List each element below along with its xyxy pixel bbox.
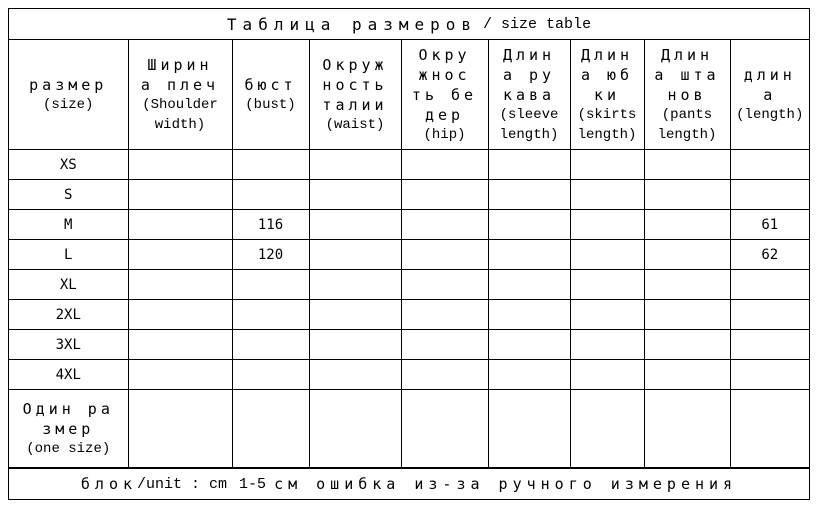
table-cell: 61 — [730, 210, 809, 240]
table-cell — [401, 270, 488, 300]
table-cell — [128, 330, 232, 360]
table-cell — [644, 210, 730, 240]
header-shoulder-ru: Ширин а плеч — [140, 55, 220, 94]
table-cell — [232, 150, 309, 180]
one-size-label-en: (one size) — [26, 440, 111, 457]
table-cell — [128, 390, 232, 468]
footer-range: 1-5 — [239, 475, 267, 493]
table-cell — [232, 390, 309, 468]
header-skirt-ru: Длин а юб ки — [580, 45, 634, 104]
header-waist-en: (waist) — [325, 116, 385, 133]
table-cell — [128, 150, 232, 180]
header-pants-ru: Длин а шта нов — [654, 45, 720, 104]
table-cell — [401, 240, 488, 270]
header-bust-ru: бюст — [244, 75, 297, 94]
table-cell — [401, 360, 488, 390]
header-hip-en: (hip) — [423, 126, 466, 143]
table-row — [9, 210, 809, 240]
header-pants — [644, 40, 730, 150]
table-row — [9, 150, 809, 180]
size-label: 2XL — [9, 300, 128, 330]
table-cell — [644, 360, 730, 390]
header-shoulder — [128, 40, 232, 150]
table-cell — [232, 270, 309, 300]
table-cell — [488, 180, 570, 210]
header-hip-ru: Окру жнос ть бе дер — [411, 45, 478, 124]
table-cell — [730, 360, 809, 390]
table-cell — [309, 390, 401, 468]
table-cell — [644, 270, 730, 300]
table-cell — [128, 360, 232, 390]
header-hip — [401, 40, 488, 150]
table-cell — [570, 150, 644, 180]
footer-ru-left: блок — [80, 475, 138, 493]
table-cell — [730, 180, 809, 210]
table-cell — [570, 300, 644, 330]
table-cell — [570, 210, 644, 240]
title-en: / size table — [483, 15, 592, 33]
table-cell — [232, 360, 309, 390]
table-cell — [570, 360, 644, 390]
table-row — [9, 360, 809, 390]
header-sleeve-en: (sleeve length) — [499, 106, 559, 143]
table-cell — [644, 300, 730, 330]
table-cell: 120 — [232, 240, 309, 270]
table-cell — [570, 390, 644, 468]
table-cell — [232, 330, 309, 360]
table-cell — [128, 240, 232, 270]
table-cell — [309, 150, 401, 180]
table-cell — [488, 300, 570, 330]
title-ru: Таблица размеров — [226, 14, 478, 34]
size-label: L — [9, 240, 128, 270]
one-size-row — [9, 390, 809, 468]
header-sleeve-ru: Длин а ру кава — [502, 45, 556, 104]
table-cell — [570, 180, 644, 210]
table-cell — [730, 150, 809, 180]
table-cell — [488, 390, 570, 468]
header-bust-en: (bust) — [245, 96, 296, 113]
table-cell — [128, 180, 232, 210]
table-row — [9, 270, 809, 300]
table-cell — [488, 210, 570, 240]
header-shoulder-en: (Shoulder width) — [142, 96, 218, 133]
size-label: 3XL — [9, 330, 128, 360]
size-label: 4XL — [9, 360, 128, 390]
table-cell — [570, 240, 644, 270]
table-cell — [401, 150, 488, 180]
table-cell — [488, 270, 570, 300]
table-cell — [730, 330, 809, 360]
table-cell — [488, 150, 570, 180]
header-sleeve — [488, 40, 570, 150]
table-cell — [644, 180, 730, 210]
size-chart — [8, 8, 810, 500]
table-row — [9, 180, 809, 210]
table-cell — [309, 240, 401, 270]
table-cell — [309, 210, 401, 240]
size-table — [9, 40, 809, 468]
size-label: S — [9, 180, 128, 210]
table-cell — [644, 390, 730, 468]
table-cell — [232, 180, 309, 210]
table-cell — [488, 330, 570, 360]
header-bust — [232, 40, 309, 150]
table-cell — [401, 300, 488, 330]
header-row — [9, 40, 809, 150]
table-cell — [730, 300, 809, 330]
table-cell — [401, 180, 488, 210]
table-row — [9, 300, 809, 330]
table-cell — [401, 390, 488, 468]
header-skirt-en: (skirts length) — [577, 106, 637, 143]
one-size-label-ru: Один ра змер — [22, 399, 114, 438]
table-cell — [644, 240, 730, 270]
footer-unit: /unit : cm — [137, 475, 228, 493]
header-waist-ru: Окруж ность талии — [322, 55, 388, 114]
table-cell — [128, 300, 232, 330]
table-cell — [309, 300, 401, 330]
table-cell — [570, 330, 644, 360]
header-length — [730, 40, 809, 150]
one-size-label — [9, 390, 128, 468]
size-label: M — [9, 210, 128, 240]
table-cell — [644, 150, 730, 180]
table-cell — [309, 180, 401, 210]
footer-ru-right: см ошибка из-за ручного измерения — [274, 475, 738, 493]
table-row — [9, 240, 809, 270]
table-cell — [730, 270, 809, 300]
header-size-en: (size) — [43, 96, 94, 113]
table-cell: 62 — [730, 240, 809, 270]
table-cell — [401, 330, 488, 360]
measurement-note — [9, 468, 809, 499]
size-label: XS — [9, 150, 128, 180]
table-cell — [401, 210, 488, 240]
table-cell — [488, 360, 570, 390]
table-row — [9, 330, 809, 360]
size-label: XL — [9, 270, 128, 300]
header-skirt — [570, 40, 644, 150]
header-size-ru: размер — [29, 75, 108, 94]
table-cell — [128, 270, 232, 300]
table-title — [9, 9, 809, 40]
table-cell — [570, 270, 644, 300]
header-pants-en: (pants length) — [657, 106, 717, 143]
table-cell: 116 — [232, 210, 309, 240]
table-cell — [309, 360, 401, 390]
header-length-en: (length) — [736, 106, 804, 123]
header-size — [9, 40, 128, 150]
table-cell — [488, 240, 570, 270]
table-cell — [644, 330, 730, 360]
table-cell — [128, 210, 232, 240]
table-cell — [730, 390, 809, 468]
table-cell — [309, 330, 401, 360]
table-cell — [309, 270, 401, 300]
header-waist — [309, 40, 401, 150]
table-cell — [232, 300, 309, 330]
header-length-ru: длин а — [743, 65, 796, 104]
